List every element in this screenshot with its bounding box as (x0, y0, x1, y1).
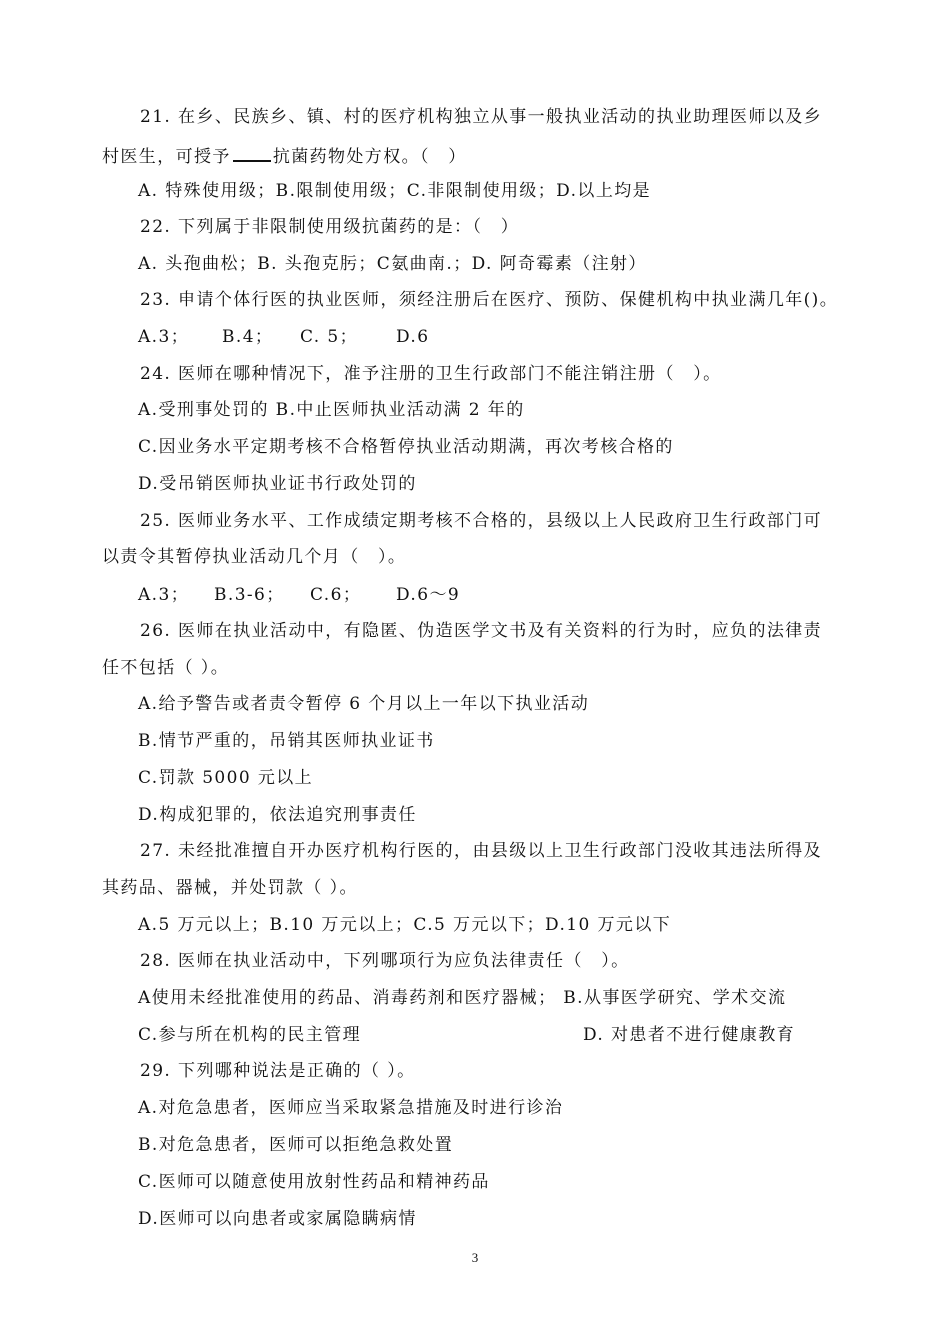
q24-option-d: D.受吊销医师执业证书行政处罚的 (138, 474, 417, 494)
q29-option-d: D.医师可以向患者或家属隐瞒病情 (138, 1209, 417, 1229)
q26-stem-line1: 26. 医师在执业活动中，有隐匿、伪造医学文书及有关资料的行为时，应负的法律责 (140, 621, 823, 641)
q29-stem: 29. 下列哪种说法是正确的（ ）。 (140, 1061, 416, 1081)
q21-stem-line1: 21. 在乡、民族乡、镇、村的医疗机构独立从事一般执业活动的执业助理医师以及乡 (140, 107, 823, 127)
q23-stem: 23. 申请个体行医的执业医师，须经注册后在医疗、预防、保健机构中执业满几年()。 (140, 290, 839, 310)
q24-stem: 24. 医师在哪种情况下，准予注册的卫生行政部门不能注销注册（ ）。 (140, 364, 722, 384)
q26-option-c: C.罚款 5000 元以上 (138, 768, 314, 788)
q29-option-b: B.对危急患者，医师可以拒绝急救处置 (138, 1135, 454, 1155)
q26-stem-line2: 任不包括（ ）。 (102, 658, 230, 678)
q29-option-c: C.医师可以随意使用放射性药品和精神药品 (138, 1172, 490, 1192)
q25-option-d: D.6～9 (396, 585, 461, 605)
page-number: 3 (471, 1250, 479, 1265)
q25-stem-line2: 以责令其暂停执业活动几个月（ ）。 (102, 547, 407, 567)
q23-option-a: A.3； (138, 327, 190, 347)
q22-options: A. 头孢曲松；B. 头孢克肟；C氨曲南.；D. 阿奇霉素（注射） (138, 254, 647, 274)
q28-option-d: D. 对患者不进行健康教育 (583, 1025, 796, 1045)
q22-stem: 22. 下列属于非限制使用级抗菌药的是：（ ） (140, 217, 520, 237)
q21-stem-post: 抗菌药物处方权。（ ） (272, 147, 467, 167)
q28-option-c: C.参与所在机构的民主管理 (138, 1025, 362, 1045)
q21-stem-pre: 村医生，可授予 (102, 147, 231, 167)
q25-option-c: C.6； (310, 585, 362, 605)
q26-option-d: D.构成犯罪的，依法追究刑事责任 (138, 805, 417, 825)
q26-option-a: A.给予警告或者责令暂停 6 个月以上一年以下执业活动 (138, 694, 590, 714)
q27-options: A.5 万元以上；B.10 万元以上；C.5 万元以下；D.10 万元以下 (138, 915, 672, 935)
q21-options: A. 特殊使用级；B.限制使用级；C.非限制使用级；D.以上均是 (138, 181, 652, 201)
q24-option-ab: A.受刑事处罚的 B.中止医师执业活动满 2 年的 (138, 400, 525, 420)
q25-option-a: A.3； (138, 585, 190, 605)
q21-stem-line2 (0, 142, 950, 169)
q23-option-c: C. 5； (300, 327, 359, 347)
q27-stem-line1: 27. 未经批准擅自开办医疗机构行医的，由县级以上卫生行政部门没收其违法所得及 (140, 841, 823, 861)
q25-option-b: B.3-6； (214, 585, 285, 605)
q23-option-b: B.4； (222, 327, 274, 347)
answer-blank (233, 142, 271, 162)
q25-stem-line1: 25. 医师业务水平、工作成绩定期考核不合格的，县级以上人民政府卫生行政部门可 (140, 511, 823, 531)
q23-option-d: D.6 (396, 327, 430, 347)
q29-option-a: A.对危急患者，医师应当采取紧急措施及时进行诊治 (138, 1098, 564, 1118)
q26-option-b: B.情节严重的，吊销其医师执业证书 (138, 731, 435, 751)
q27-stem-line2: 其药品、器械，并处罚款（ ）。 (102, 878, 358, 898)
q24-option-c: C.因业务水平定期考核不合格暂停执业活动期满，再次考核合格的 (138, 437, 674, 457)
q28-stem: 28. 医师在执业活动中，下列哪项行为应负法律责任（ ）。 (140, 951, 630, 971)
q28-option-ab: A使用未经批准使用的药品、消毒药剂和医疗器械； B.从事医学研究、学术交流 (138, 988, 787, 1008)
